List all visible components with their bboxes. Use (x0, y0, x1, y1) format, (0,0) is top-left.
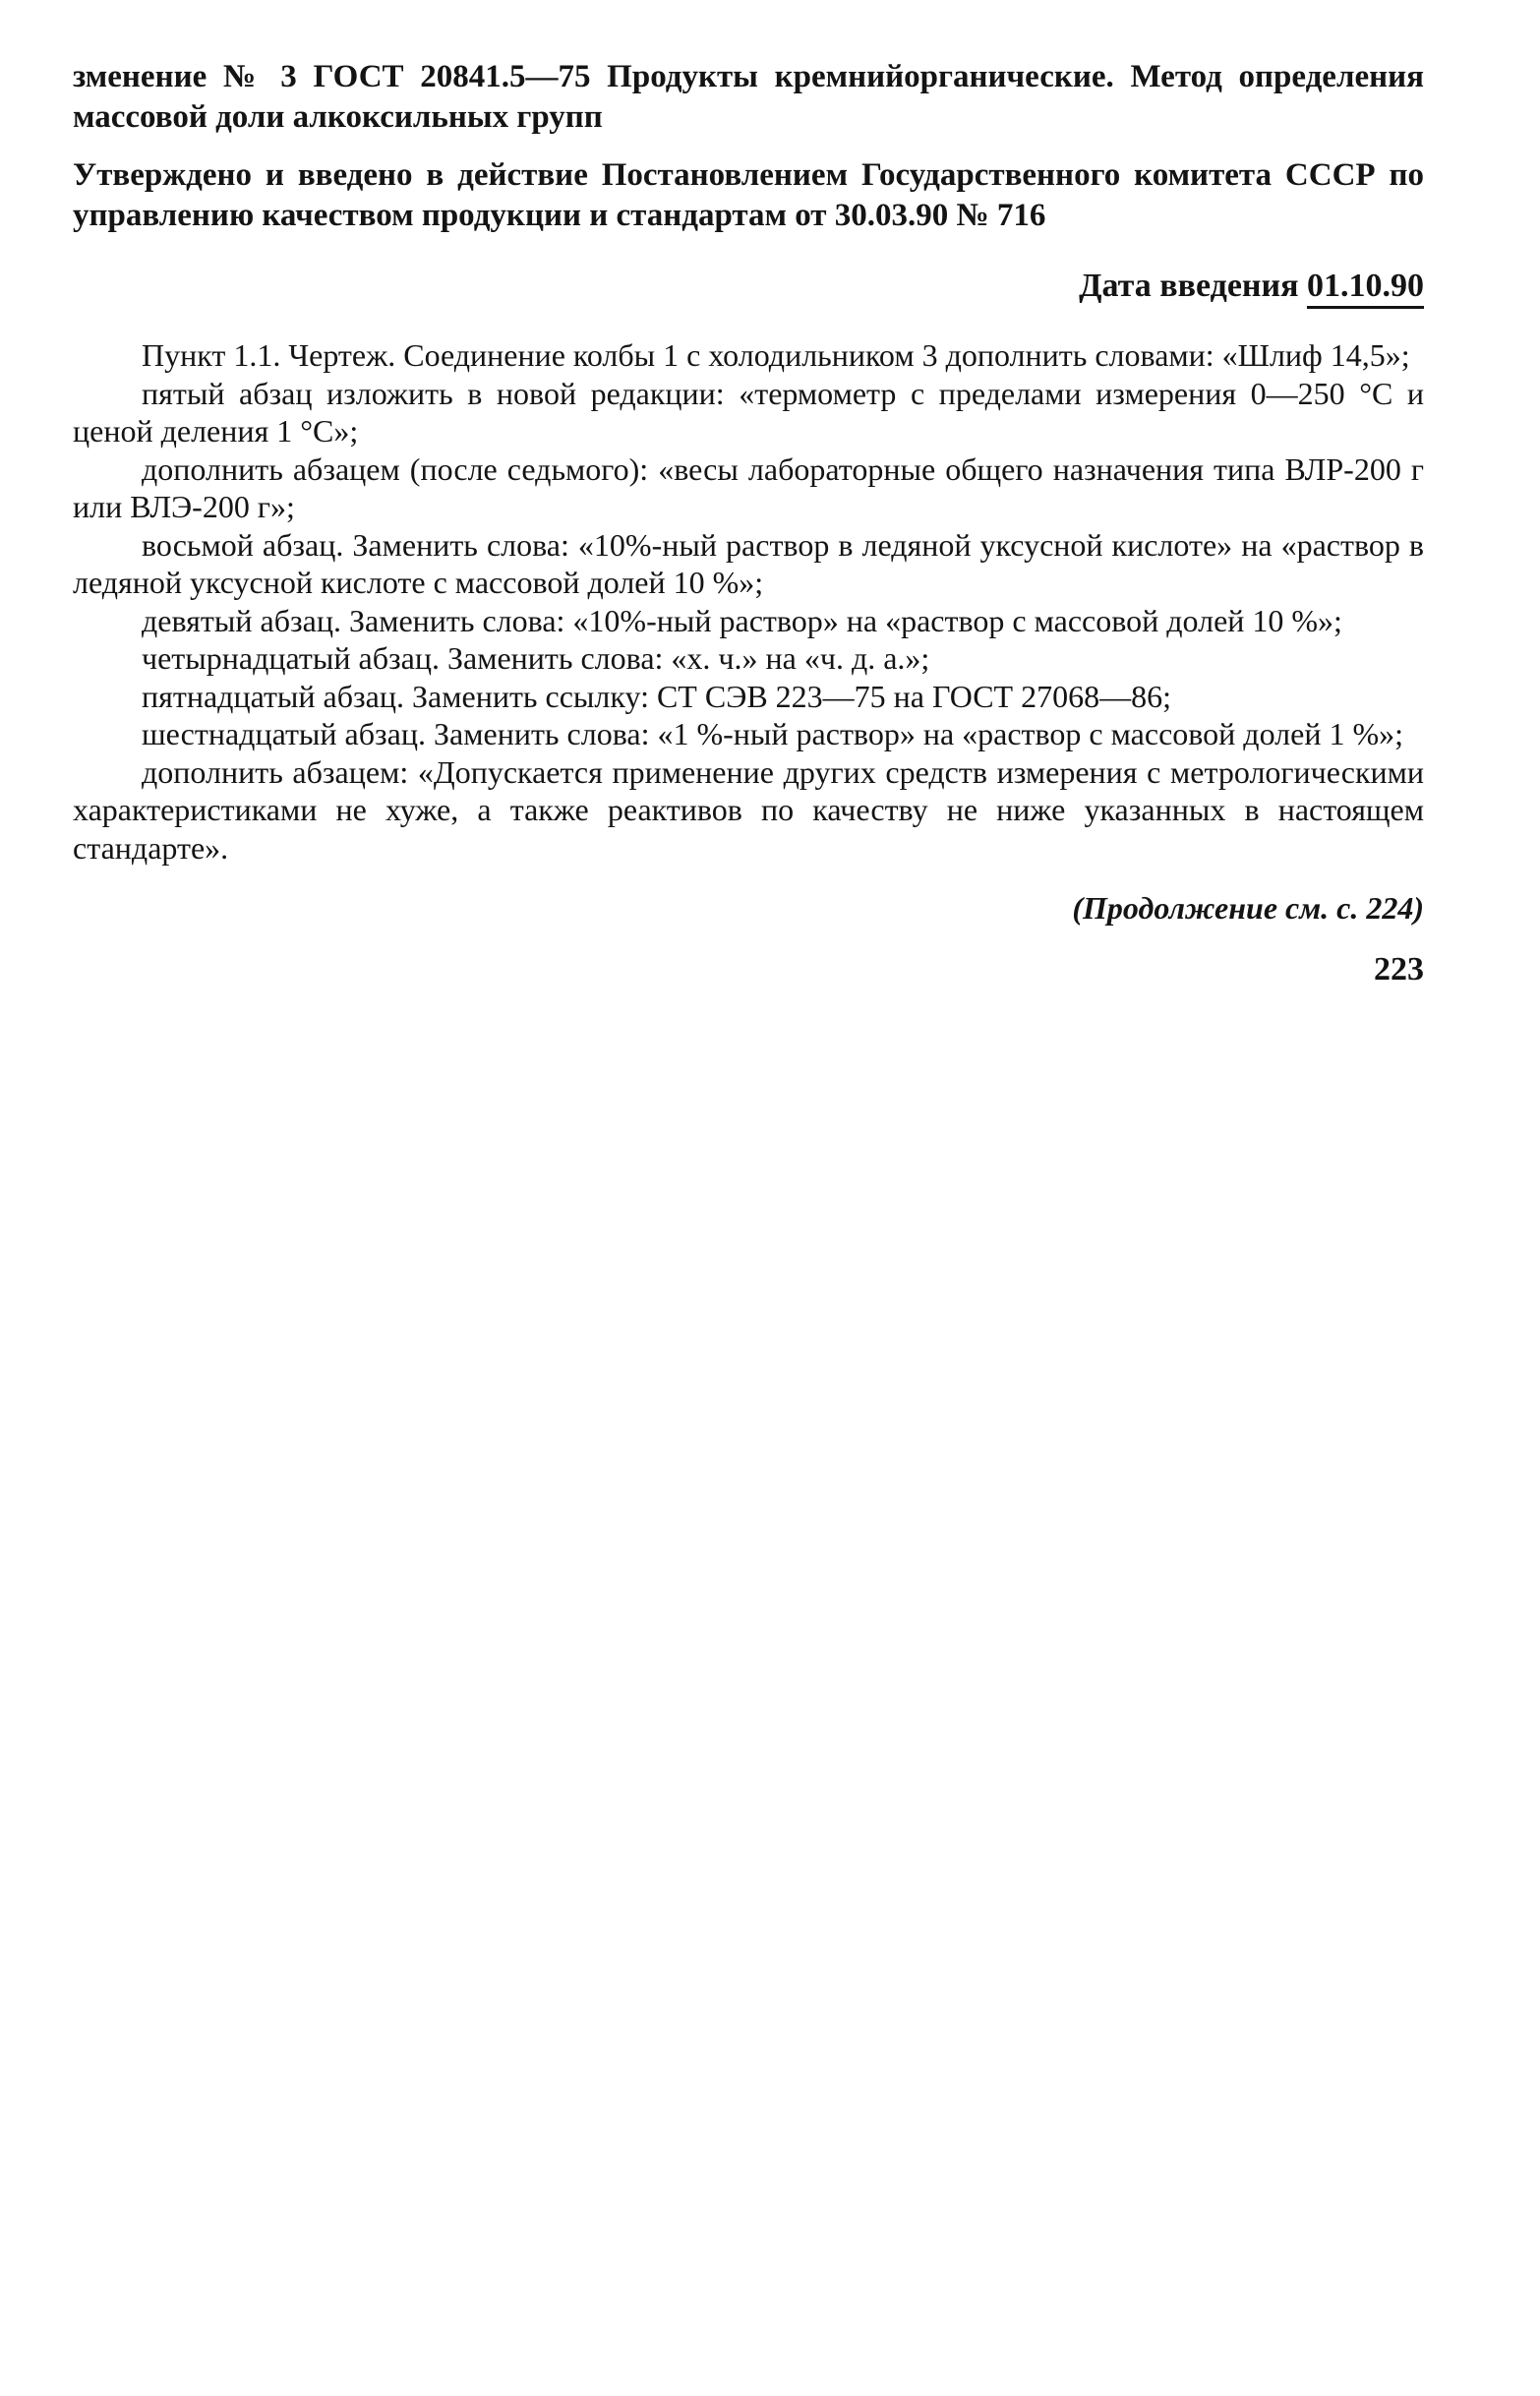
paragraph: дополнить абзацем (после седьмого): «весы лабораторные общего назначения типа ВЛР-200 г или ВЛЭ-200 г»; (73, 450, 1424, 524)
paragraph: девятый абзац. Заменить слова: «10%-ный раствор» на «раствор с массовой долей 10 %»; (142, 602, 1342, 638)
effective-date-label: Дата введения (1079, 268, 1299, 304)
paragraph: дополнить абзацем: «Допускается применение других средств измерения с метрологическими характеристиками не хуже, а также реактивов по качеству не ниже указанных в настоящем стандарте». (73, 753, 1424, 866)
amendment-title: зменение № 3 ГОСТ 20841.5—75 Продукты кремнийорганические. Метод определения массовой доли алкоксильных групп (73, 59, 1424, 135)
page-number: 223 (1374, 951, 1424, 988)
paragraph: четырнадцатый абзац. Заменить слова: «х. ч.» на «ч. д. а.»; (142, 640, 930, 676)
paragraph: восьмой абзац. Заменить слова: «10%-ный раствор в ледяной уксусной кислоте» на «раствор в ледяной уксусной кислоте с массовой долей 10 %»; (73, 526, 1424, 600)
approval-note: Утверждено и введено в действие Постановлением Государственного комитета СССР по управлению качеством продукции и стандартам от 30.03.90 № 716 (73, 157, 1424, 233)
effective-date-value: 01.10.90 (1307, 268, 1424, 309)
document-page (73, 57, 1424, 990)
amendment-body (73, 336, 1424, 867)
continuation-note: (Продолжение см. с. 224) (1072, 890, 1424, 926)
paragraph: пятый абзац изложить в новой редакции: «термометр с пределами измерения 0—250 °С и ценой деления 1 °С»; (73, 375, 1424, 449)
paragraph: пятнадцатый абзац. Заменить ссылку: СТ СЭВ 223—75 на ГОСТ 27068—86; (142, 678, 1171, 714)
paragraph: шестнадцатый абзац. Заменить слова: «1 %-ный раствор» на «раствор с массовой долей 1 %»; (142, 716, 1403, 751)
paragraph: Пункт 1.1. Чертеж. Соединение колбы 1 с холодильником 3 дополнить словами: «Шлиф 14,5»; (142, 337, 1410, 373)
effective-date (73, 266, 1424, 307)
